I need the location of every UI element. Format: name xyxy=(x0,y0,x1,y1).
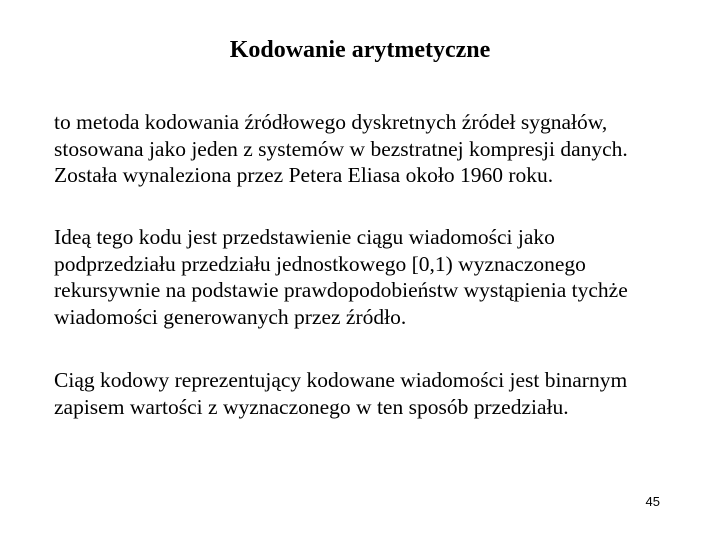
text-line: rekursywnie na podstawie prawdopodobieństw wystąpienia tychże xyxy=(54,278,628,302)
text-line: stosowana jako jeden z systemów w bezstratnej kompresji danych. xyxy=(54,136,628,161)
text-line: wiadomości generowanych przez źródło. xyxy=(54,304,407,329)
text-line: Ideą tego kodu jest przedstawienie ciągu wiadomości jako xyxy=(54,225,555,249)
paragraph-idea xyxy=(54,224,694,330)
page-number: 45 xyxy=(645,494,660,509)
text-line: to metoda kodowania źródłowego dyskretnych źródeł sygnałów, xyxy=(54,110,608,134)
text-line: zapisem wartości z wyznaczonego w ten sposób przedziału. xyxy=(54,394,569,419)
slide-title: Kodowanie arytmetyczne xyxy=(229,37,491,63)
text-line: podprzedziału przedziału jednostkowego [0,1) wyznaczonego xyxy=(54,251,586,276)
paragraph-definition xyxy=(54,109,694,189)
paragraph-codeword xyxy=(54,367,694,420)
text-line: Została wynaleziona przez Petera Eliasa około 1960 roku. xyxy=(54,163,554,187)
text-line: Ciąg kodowy reprezentujący kodowane wiadomości jest binarnym xyxy=(54,368,628,392)
